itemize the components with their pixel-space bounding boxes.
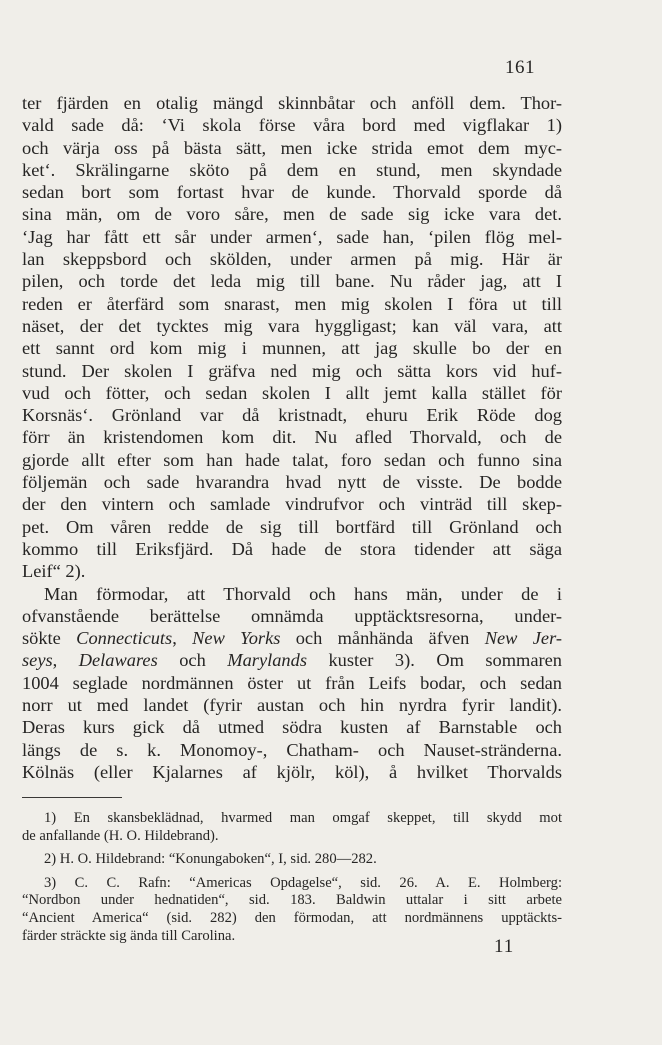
place-name: Connecticuts [76,628,173,649]
signature-mark: 11 [494,936,515,957]
text-line: vald sade då: ‘Vi skola förse våra bord med vigflakar 1) [22,115,562,136]
text-line: näset, der det tycktes mig vara hyggligast; kan väl vara, att [22,315,562,336]
text-segment: och [157,650,228,671]
text-line: följemän och sade hvarandra hvad nytt de visste. De bodde [22,472,562,493]
text-line: pet. Om våren redde de sig till bortfärd till Grönland och [22,516,562,537]
text-line: 1004 seglade nordmännen öster ut från Leifs bodar, och sedan [22,672,562,693]
footnote-line: 3) C. C. Rafn: “Americas Opdagelse“, sid. 26. A. E. Holmberg: [44,874,562,891]
text-segment: och månhända äfven [280,628,485,649]
text-line: ett sannt ord kom mig i munnen, att jag skulle bo der en [22,338,562,359]
text-line: pilen, och torde det leda mig till bane. Nu råder jag, att I [22,271,562,292]
text-line: kommo till Eriksfjärd. Då hade de stora tidender att säga [22,538,562,559]
footnote-line: 2) H. O. Hildebrand: “Konungaboken“, I, sid. 280—282. [44,851,377,868]
text-line: ket‘. Skrälingarne sköto på dem en stund, men skyndade [22,159,562,180]
text-line: sina män, om de voro såre, men de sade sig icke vara det. [22,204,562,225]
text-line: vud och fötter, och sedan skolen I allt jemt kalla stället för [22,382,562,403]
body-text [22,92,562,783]
text-line: gjorde allt efter som han hade talat, foro sedan och funno sina [22,449,562,470]
text-line: Kölnäs (eller Kjalarnes af kjölr, köl), å hvilket Thorvalds [22,761,562,782]
text-line: Man förmodar, att Thorvald och hans män, under de i [44,583,562,604]
text-line: der den vintern och samlade vindrufvor och vinträd till skep- [22,494,562,515]
text-segment: sökte [22,628,77,649]
text-line: förr än kristendomen kom dit. Nu afled Thorvald, och de [22,427,562,448]
text-line: längs de s. k. Monomoy-, Chatham- och Nauset-stränderna. [22,739,562,760]
text-line: ofvanstående berättelse omnämda upptäcktsresorna, under- [22,605,562,626]
place-name: New Jer- [484,628,562,649]
footnote-line: de anfallande (H. O. Hildebrand). [22,827,219,844]
text-segment: kuster 3). Om sommaren [306,650,563,671]
page-number: 161 [505,57,535,78]
footnote-divider [22,797,122,798]
footnote-line: 1) En skansbeklädnad, hvarmed man omgaf skeppet, till skydd mot [44,810,562,826]
footnote-line: färder sträckte sig ända till Carolina. [22,927,236,944]
paragraph-end-line: Leif“ 2). [22,561,86,582]
place-name: Delawares [78,650,158,671]
text-line: norr ut med landet (fyrir austan och hin nyrdra fyrir landit). [22,695,562,716]
text-line: reden er återfärd som snarast, men mig skolen I föra ut till [22,293,562,314]
footnote-line: “Nordbon under hednatiden“, sid. 183. Baldwin uttalar i sitt arbete [22,892,562,909]
text-line [22,649,562,671]
text-segment: , [172,628,193,649]
text-line [22,627,562,649]
text-line: stund. Der skolen I gräfva ned mig och sätta kors vid huf- [22,360,562,381]
text-line: Korsnäs‘. Grönland var då kristnadt, ehuru Erik Röde dog [22,405,562,426]
text-segment: , [52,650,79,671]
footnote-line: “Ancient America“ (sid. 282) den förmodan, att nordmännens upptäckts- [22,909,562,926]
place-name: Marylands [227,650,307,671]
text-line: och värja oss på bästa sätt, men icke strida emot dem myc- [22,137,562,158]
place-name: New Yorks [192,628,281,649]
place-name: seys [22,650,53,671]
text-line: Deras kurs gick då utmed södra kusten af Barnstable och [22,717,562,738]
text-line: lan skeppsbord och skölden, under armen på mig. Här är [22,249,562,270]
text-line: ter fjärden en otalig mängd skinnbåtar och anföll dem. Thor- [22,93,562,113]
text-line: ‘Jag har fått ett sår under armen‘, sade han, ‘pilen flög mel- [22,226,562,247]
text-line: sedan bort som fortast hvar de kunde. Thorvald sporde då [22,182,562,203]
footnotes [22,810,562,945]
